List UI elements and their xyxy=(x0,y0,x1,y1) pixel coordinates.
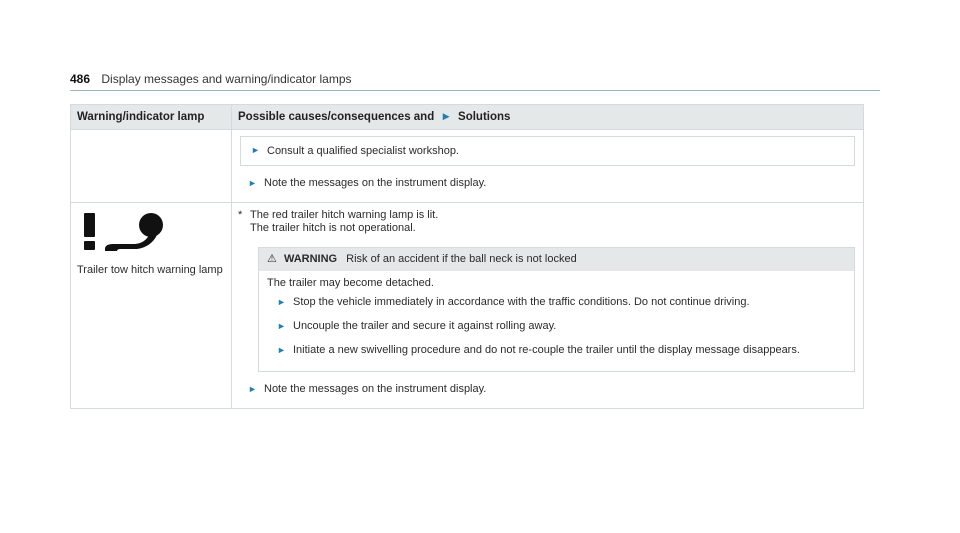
cause-line: The trailer hitch is not operational. xyxy=(250,222,416,234)
page-title: Display messages and warning/indicator lamps xyxy=(101,72,352,86)
step-text: Note the messages on the instrument display. xyxy=(264,177,487,189)
cause-line: The red trailer hitch warning lamp is lit. xyxy=(250,209,439,221)
step-text: Consult a qualified specialist workshop. xyxy=(267,145,459,157)
table-row xyxy=(71,130,864,203)
header-divider xyxy=(70,90,880,91)
page-number: 486 xyxy=(70,72,91,86)
step-text: Initiate a new swivelling procedure and do not re-couple the trailer until the display message disappears. xyxy=(293,344,800,356)
solutions-cell xyxy=(232,130,864,203)
cause-marker: * xyxy=(238,209,243,221)
col-header-lamp: Warning/indicator lamp xyxy=(71,105,232,130)
step xyxy=(238,176,857,190)
warning-step xyxy=(267,343,846,357)
step-text: Stop the vehicle immediately in accordance with the traffic conditions. Do not continue driving. xyxy=(293,296,750,308)
cause-text xyxy=(238,209,857,235)
triangle-icon: ► xyxy=(277,321,286,331)
lamp-cell-empty xyxy=(71,130,232,203)
triangle-icon: ► xyxy=(248,384,257,394)
step xyxy=(238,382,857,396)
triangle-icon: ► xyxy=(277,345,286,355)
warning-title: Risk of an accident if the ball neck is not locked xyxy=(346,253,577,265)
warning-icon: ⚠ xyxy=(267,253,277,265)
trailer-hitch-warning-icon xyxy=(77,211,225,256)
step-text: Uncouple the trailer and secure it against rolling away. xyxy=(293,320,557,332)
warning-body xyxy=(259,271,854,371)
warning-label: WARNING xyxy=(283,253,338,265)
solutions-cell xyxy=(232,203,864,409)
col-header-causes: Possible causes/consequences and xyxy=(238,111,435,123)
lamp-cell xyxy=(71,203,232,409)
step-text: Note the messages on the instrument display. xyxy=(264,383,487,395)
col-header-solutions xyxy=(232,105,864,130)
warning-header xyxy=(259,248,854,271)
warning-box xyxy=(258,247,855,372)
arrow-icon: ► xyxy=(440,111,452,123)
triangle-icon: ► xyxy=(277,297,286,307)
triangle-icon: ► xyxy=(251,145,260,155)
table-row xyxy=(71,203,864,409)
page-header xyxy=(70,72,880,88)
boxed-step xyxy=(240,136,855,166)
triangle-icon: ► xyxy=(248,178,257,188)
lamp-label: Trailer tow hitch warning lamp xyxy=(77,264,223,276)
col-header-solutions-label: Solutions xyxy=(458,111,511,123)
warning-lamp-table xyxy=(70,104,864,409)
warning-step xyxy=(267,319,846,333)
warning-text: The trailer may become detached. xyxy=(267,277,434,289)
table-header-row xyxy=(71,105,864,130)
warning-step xyxy=(267,295,846,309)
